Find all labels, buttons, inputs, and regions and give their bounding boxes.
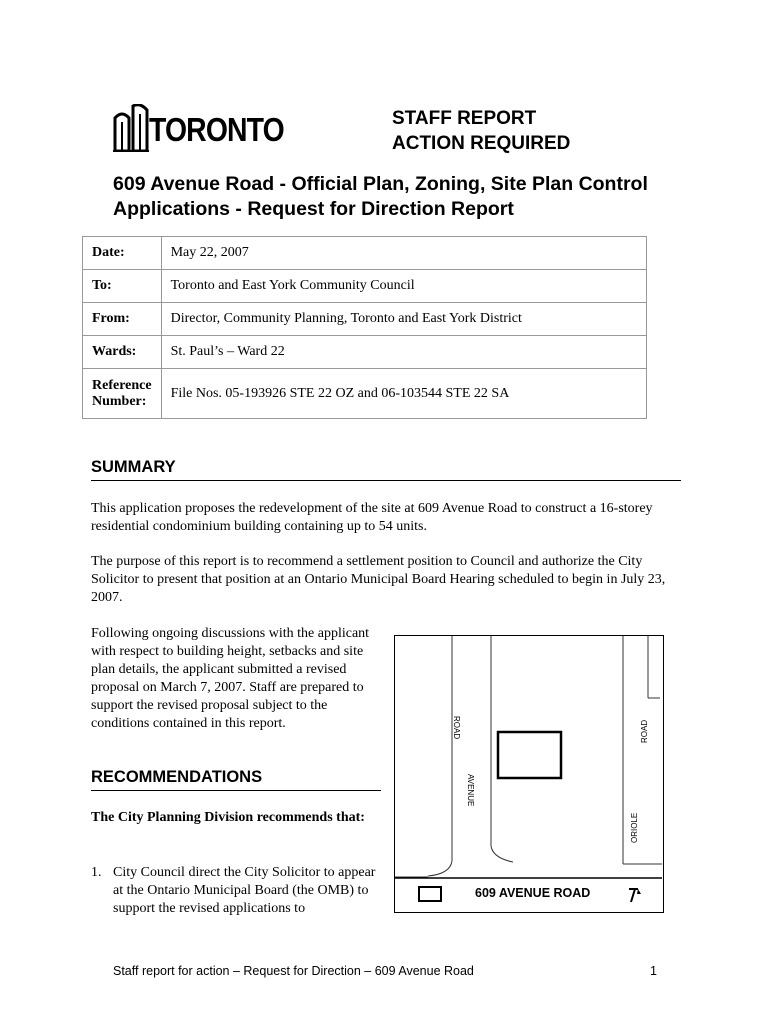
recommendation-number: 1. — [91, 865, 102, 880]
to-label: To: — [83, 270, 162, 303]
report-type — [392, 106, 570, 156]
table-row — [83, 270, 647, 303]
report-metadata-table — [82, 236, 647, 419]
map-caption: 609 AVENUE ROAD — [475, 886, 591, 900]
report-type-line2: ACTION REQUIRED — [392, 133, 571, 154]
footer-text: Staff report for action – Request for Direction – 609 Avenue Road — [113, 964, 474, 978]
page-number: 1 — [650, 964, 657, 978]
wards-label: Wards: — [83, 336, 162, 369]
legend-box — [419, 887, 441, 901]
subject-site — [498, 732, 561, 778]
from-value: Director, Community Planning, Toronto and East York District — [161, 303, 646, 336]
report-title: 609 Avenue Road - Official Plan, Zoning, Site Plan Control Applications - Request for Direction Report — [113, 173, 648, 220]
map-label-oriole-top: ROAD — [640, 719, 649, 743]
date-value: May 22, 2007 — [161, 237, 646, 270]
report-type-line1: STAFF REPORT — [392, 108, 537, 129]
summary-divider — [91, 480, 681, 481]
to-value: Toronto and East York Community Council — [161, 270, 646, 303]
table-row — [83, 237, 647, 270]
map-label-oriole-bottom: ORIOLE — [630, 812, 639, 843]
recommendations-intro: The City Planning Division recommends that: — [91, 810, 365, 825]
wards-value: St. Paul’s – Ward 22 — [161, 336, 646, 369]
summary-heading: SUMMARY — [91, 458, 176, 476]
city-hall-icon — [113, 104, 149, 152]
map-label-avenue-top: ROAD — [452, 716, 461, 740]
summary-paragraph-2: The purpose of this report is to recommend a settlement position to Council and authorize the City Solicitor to present that position at an Ontario Municipal Board Hearing scheduled to begin in July 23, 2007. — [91, 554, 666, 605]
reference-value: File Nos. 05-193926 STE 22 OZ and 06-103544 STE 22 SA — [161, 369, 646, 419]
summary-paragraph-3: Following ongoing discussions with the applicant with respect to building height, setbacks and site plan details, the applicant submitted a revised proposal on March 7, 2007. Staff are prepared to support the revised proposal subject to the conditions contained in this report. — [91, 626, 370, 731]
table-row — [83, 369, 647, 419]
recommendation-text: City Council direct the City Solicitor to appear at the Ontario Municipal Board (the OMB) to support the revised applications to — [113, 865, 376, 916]
logo-wordmark: TORONTO — [149, 111, 284, 148]
toronto-logo — [113, 104, 284, 152]
map-label-avenue-bottom: AVENUE — [466, 774, 475, 807]
from-label: From: — [83, 303, 162, 336]
recommendations-divider — [91, 790, 381, 791]
site-map-drawing — [395, 636, 662, 911]
table-row — [83, 303, 647, 336]
date-label: Date: — [83, 237, 162, 270]
recommendations-heading: RECOMMENDATIONS — [91, 768, 263, 786]
reference-label: Reference Number: — [83, 369, 162, 419]
summary-paragraph-1: This application proposes the redevelopment of the site at 609 Avenue Road to construct a 16-storey residential condominium building containing up to 54 units. — [91, 501, 653, 534]
north-arrow-icon — [629, 889, 641, 902]
site-location-map — [394, 635, 664, 913]
table-row — [83, 336, 647, 369]
